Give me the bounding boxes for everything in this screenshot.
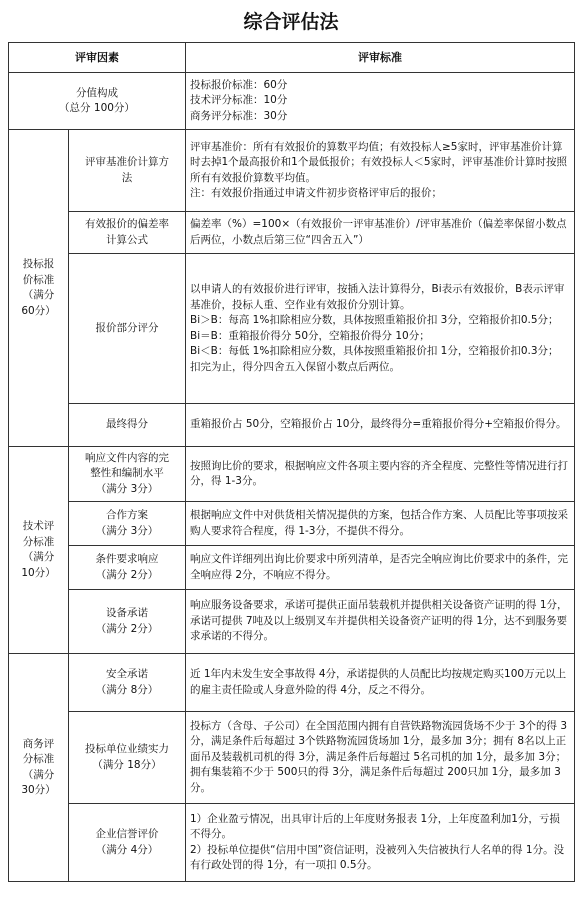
standard-cell: 投标方（含母、子公司）在全国范围内拥有自营铁路物流园货场不少于 3个的得 3分，满足条件后每超过 3个铁路物流园货场加 1分，最多加 3分；拥有 8名以上正面吊及装载机司机的得 3分，满足条件后每超过 5名司机的加 1分，最多加 3分；拥有集装箱不少于 500只的得 3分，满足条件后每超过 200只加 1分，最多加 3分。	[186, 712, 575, 804]
table-row	[9, 654, 575, 712]
standard-cell: 按照询比价的要求，根据响应文件各项主要内容的齐全程度、完整性等情况进行打分，得 1-3分。	[186, 447, 575, 502]
table-row	[9, 404, 575, 447]
factor-cell: 有效报价的偏差率 计算公式	[69, 212, 186, 254]
standard-cell: 重箱报价占 50分，空箱报价占 10分，最终得分=重箱报价得分+空箱报价得分。	[186, 404, 575, 447]
score-composition-text: 投标报价标准：60分 技术评分标准：10分 商务评分标准：30分	[186, 73, 575, 130]
table-header-row	[9, 43, 575, 73]
table-row	[9, 712, 575, 804]
standard-cell: 根据响应文件中对供货相关情况提供的方案，包括合作方案、人员配比等事项按采购人要求符合程度，得 1-3分，不提供不得分。	[186, 502, 575, 546]
factor-cell: 设备承诺 （满分 2分）	[69, 590, 186, 654]
standard-cell: 1）企业盈亏情况，出具审计后的上年度财务报表 1分，上年度盈利加1分，亏损不得分。 2）投标单位提供“信用中国”资信证明，没被列入失信被执行人名单的得 1分。没有行政处罚的得 1分，有一项扣 0.5分。	[186, 804, 575, 882]
factor-cell: 合作方案 （满分 3分）	[69, 502, 186, 546]
header-factor: 评审因素	[9, 43, 186, 73]
standard-cell: 评审基准价：所有有效报价的算数平均值；有效投标人≥5家时，评审基准价计算时去掉1个最高报价和1个最低报价；有效投标人＜5家时，评审基准价计算时按照所有有效报价算数平均值。 注：有效报价指通过申请文件初步资格评审后的报价；	[186, 130, 575, 212]
table-row	[9, 447, 575, 502]
header-standard: 评审标准	[186, 43, 575, 73]
standard-cell: 近 1年内未发生安全事故得 4分，承诺提供的人员配比均按规定购买100万元以上的雇主责任险或人身意外险的得 4分，反之不得分。	[186, 654, 575, 712]
evaluation-table	[8, 42, 575, 882]
table-row	[9, 130, 575, 212]
factor-cell: 投标单位业绩实力 （满分 18分）	[69, 712, 186, 804]
standard-cell: 偏差率（%）=100×（有效报价一评审基准价）/评审基准价（偏差率保留小数点后两位，小数点后第三位“四舍五入”）	[186, 212, 575, 254]
factor-cell: 响应文件内容的完 整性和编制水平 （满分 3分）	[69, 447, 186, 502]
table-row	[9, 546, 575, 590]
table-row	[9, 590, 575, 654]
category-cell-technical: 技术评 分标准 （满分 10分）	[9, 447, 69, 654]
table-row	[9, 502, 575, 546]
category-cell-commercial: 商务评 分标准 （满分 30分）	[9, 654, 69, 882]
factor-cell: 评审基准价计算方 法	[69, 130, 186, 212]
score-composition-row	[9, 73, 575, 130]
factor-cell: 报价部分评分	[69, 254, 186, 404]
factor-cell: 企业信誉评价 （满分 4分）	[69, 804, 186, 882]
factor-cell: 安全承诺 （满分 8分）	[69, 654, 186, 712]
standard-cell: 响应服务设备要求，承诺可提供正面吊装载机并提供相关设备资产证明的得 1分，承诺可提供 7吨及以上级别叉车并提供相关设备资产证明的得 1分，达不到服务要求承诺的不得分。	[186, 590, 575, 654]
table-row	[9, 212, 575, 254]
table-row	[9, 254, 575, 404]
factor-cell: 条件要求响应 （满分 2分）	[69, 546, 186, 590]
category-cell-price: 投标报 价标准 （满分 60分）	[9, 130, 69, 447]
table-row	[9, 804, 575, 882]
page-title: 综合评估法	[243, 11, 339, 33]
score-composition-label: 分值构成 （总分 100分）	[9, 73, 186, 130]
standard-cell: 响应文件详细列出询比价要求中所列清单，是否完全响应询比价要求中的条件，完全响应得 2分，不响应不得分。	[186, 546, 575, 590]
factor-cell: 最终得分	[69, 404, 186, 447]
standard-cell: 以申请人的有效报价进行评审，按插入法计算得分，Bi表示有效报价，B表示评审基准价，投标人重、空作业有效报价分别计算。 Bi＞B：每高 1%扣除相应分数，具体按照重箱报价扣 3分，空箱报价扣0.5分； Bi＝B：重箱报价得分 50分，空箱报价得分 10分； Bi＜B：每低 1%扣除相应分数，具体按照重箱报价扣 1分，空箱报价扣0.3分； 扣完为止，得分四舍五入保留小数点后两位。	[186, 254, 575, 404]
